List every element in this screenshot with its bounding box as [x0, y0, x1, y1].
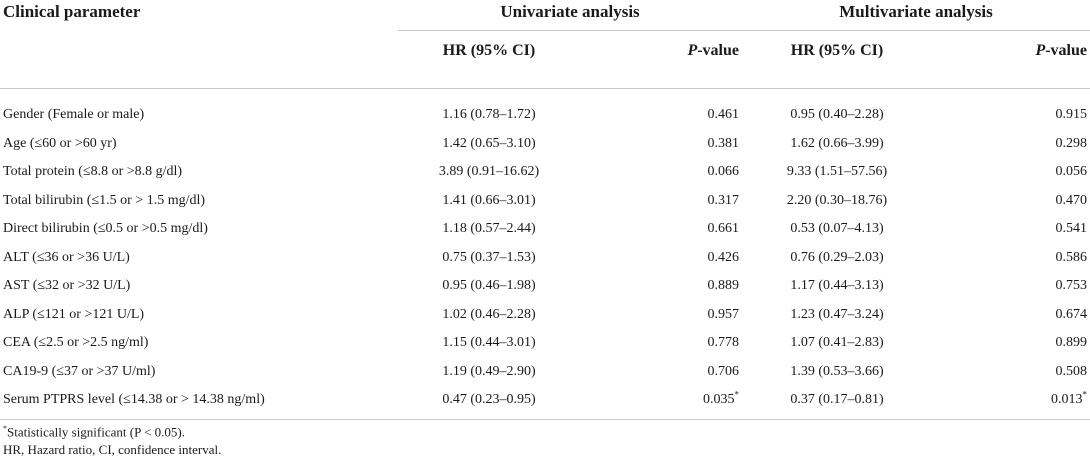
univariate-p-header — [580, 31, 742, 89]
parameter-cell: Total bilirubin (≤1.5 or > 1.5 mg/dl) — [3, 192, 206, 208]
p-suffix: -value — [1045, 42, 1087, 59]
multivariate-p-cell: 0.586 — [1055, 249, 1087, 265]
parameter-cell: Serum PTPRS level (≤14.38 or > 14.38 ng/ml) — [0, 386, 398, 419]
p-value: 0.035 — [703, 392, 735, 408]
univariate-p-cell: 0.889 — [707, 278, 739, 294]
table-row — [0, 301, 1090, 330]
p-suffix: -value — [697, 42, 739, 59]
multivariate-analysis-header: Multivariate analysis — [742, 0, 1090, 31]
multivariate-hr-cell: 0.37 (0.17–0.81) — [742, 386, 932, 419]
p-letter: P — [687, 42, 698, 59]
univariate-analysis-header: Univariate analysis — [398, 0, 742, 31]
univariate-hr-cell: 1.02 (0.46–2.28) — [442, 306, 536, 322]
univariate-hr-cell: 0.47 (0.23–0.95) — [398, 386, 580, 419]
multivariate-hr-cell: 9.33 (1.51–57.56) — [786, 164, 888, 180]
univariate-p-cell: 0.957 — [707, 306, 739, 322]
multivariate-p-cell: 0.674 — [1055, 306, 1087, 322]
table-row — [0, 158, 1090, 187]
parameter-cell: Direct bilirubin (≤0.5 or >0.5 mg/dl) — [3, 221, 208, 237]
multivariate-hr-cell: 1.07 (0.41–2.83) — [790, 335, 884, 351]
table-row — [0, 386, 1090, 419]
multivariate-p-cell: 0.056 — [1055, 164, 1087, 180]
multivariate-hr-cell: 0.76 (0.29–2.03) — [790, 249, 884, 265]
parameter-cell: Gender (Female or male) — [3, 107, 145, 123]
univariate-hr-cell: 1.18 (0.57–2.44) — [442, 221, 536, 237]
univariate-hr-cell: 1.16 (0.78–1.72) — [442, 107, 536, 123]
univariate-p-cell: 0.461 — [707, 107, 739, 123]
univariate-hr-cell: 3.89 (0.91–16.62) — [438, 164, 540, 180]
multivariate-p-cell: 0.899 — [1055, 335, 1087, 351]
significance-mark: * — [1082, 389, 1087, 400]
univariate-hr-cell: 0.95 (0.46–1.98) — [442, 278, 536, 294]
p-letter: P — [1035, 42, 1046, 59]
table-header — [0, 0, 1090, 89]
multivariate-hr-cell: 2.20 (0.30–18.76) — [786, 192, 888, 208]
footnote-mark: * — [3, 424, 7, 433]
univariate-p-cell — [580, 386, 742, 419]
table-row — [0, 187, 1090, 216]
multivariate-hr-header: HR (95% CI) — [742, 31, 932, 89]
header-group-row — [0, 0, 1090, 31]
table-row — [0, 272, 1090, 301]
parameter-cell: ALP (≤121 or >121 U/L) — [3, 306, 145, 322]
multivariate-hr-cell: 1.23 (0.47–3.24) — [790, 306, 884, 322]
table-footnotes — [3, 420, 221, 459]
multivariate-p-cell — [932, 386, 1090, 419]
univariate-hr-header: HR (95% CI) — [398, 31, 580, 89]
univariate-hr-cell: 0.75 (0.37–1.53) — [442, 249, 536, 265]
significance-footnote — [3, 420, 221, 441]
significance-mark: * — [734, 389, 739, 400]
univariate-hr-cell: 1.41 (0.66–3.01) — [442, 192, 536, 208]
clinical-parameter-header: Clinical parameter — [3, 2, 141, 21]
table-row — [0, 244, 1090, 273]
multivariate-p-cell: 0.753 — [1055, 278, 1087, 294]
parameter-cell: ALT (≤36 or >36 U/L) — [3, 249, 130, 265]
header-sub-row — [0, 31, 1090, 89]
multivariate-hr-cell: 1.62 (0.66–3.99) — [790, 135, 884, 151]
univariate-p-cell: 0.661 — [707, 221, 739, 237]
table-body — [0, 89, 1090, 420]
table-row — [0, 329, 1090, 358]
parameter-cell: Total protein (≤8.8 or >8.8 g/dl) — [3, 164, 183, 180]
univariate-p-cell: 0.426 — [707, 249, 739, 265]
parameter-cell: CEA (≤2.5 or >2.5 ng/ml) — [3, 335, 149, 351]
univariate-p-cell: 0.066 — [707, 164, 739, 180]
table-row — [0, 89, 1090, 130]
parameter-cell: Age (≤60 or >60 yr) — [3, 135, 117, 151]
parameter-cell: AST (≤32 or >32 U/L) — [3, 278, 131, 294]
table-row — [0, 358, 1090, 387]
table-row — [0, 130, 1090, 159]
multivariate-hr-cell: 1.17 (0.44–3.13) — [790, 278, 884, 294]
p-value: 0.013 — [1051, 392, 1083, 408]
univariate-hr-cell: 1.42 (0.65–3.10) — [442, 135, 536, 151]
multivariate-p-cell: 0.915 — [1055, 107, 1087, 123]
multivariate-p-header — [932, 31, 1090, 89]
univariate-p-cell: 0.317 — [707, 192, 739, 208]
multivariate-p-cell: 0.298 — [1055, 135, 1087, 151]
parameter-cell: CA19-9 (≤37 or >37 U/ml) — [3, 363, 156, 379]
univariate-p-cell: 0.706 — [707, 363, 739, 379]
multivariate-hr-cell: 0.53 (0.07–4.13) — [790, 221, 884, 237]
empty-header-cell — [0, 31, 398, 89]
multivariate-p-cell: 0.541 — [1055, 221, 1087, 237]
multivariate-hr-cell: 1.39 (0.53–3.66) — [790, 363, 884, 379]
abbreviations-note: HR, Hazard ratio, CI, confidence interval. — [3, 442, 222, 458]
univariate-hr-cell: 1.19 (0.49–2.90) — [442, 363, 536, 379]
univariate-p-cell: 0.381 — [707, 135, 739, 151]
univariate-hr-cell: 1.15 (0.44–3.01) — [442, 335, 536, 351]
univariate-p-cell: 0.778 — [707, 335, 739, 351]
multivariate-p-cell: 0.508 — [1055, 363, 1087, 379]
table-row — [0, 215, 1090, 244]
footnote-text: Statistically significant (P < 0.05). — [7, 424, 185, 440]
multivariate-p-cell: 0.470 — [1055, 192, 1087, 208]
multivariate-hr-cell: 0.95 (0.40–2.28) — [790, 107, 884, 123]
